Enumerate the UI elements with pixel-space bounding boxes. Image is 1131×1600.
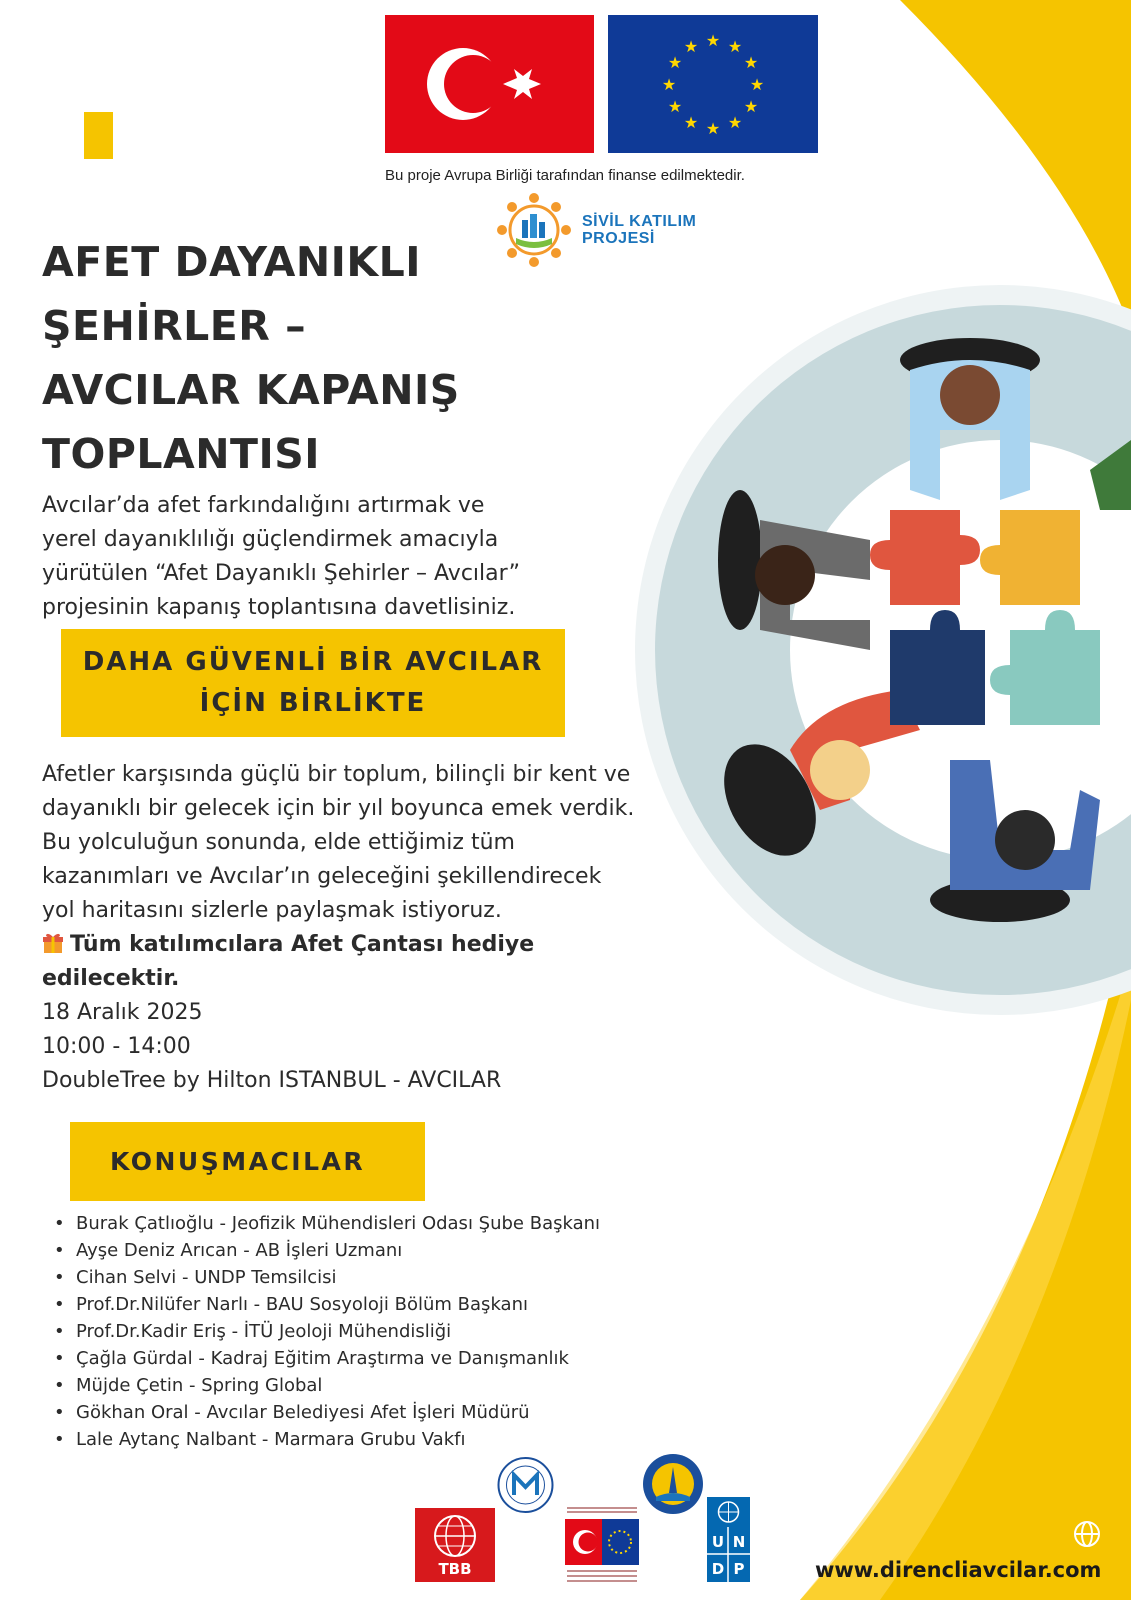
intro-line: yürütülen “Afet Dayanıklı Şehirler – Avcılar” bbox=[42, 561, 520, 586]
body-line: dayanıklı bir gelecek için bir yıl boyunca emek verdik. bbox=[42, 796, 635, 821]
body-line: yol haritasını sizlerle paylaşmak istiyoruz. bbox=[42, 898, 502, 923]
tbb-logo bbox=[415, 1508, 495, 1582]
page-title bbox=[42, 230, 562, 486]
event-time: 10:00 - 14:00 bbox=[42, 1034, 191, 1059]
svg-text:★: ★ bbox=[705, 119, 721, 138]
title-line: AVCILAR KAPANIŞ bbox=[42, 366, 460, 414]
body-paragraph bbox=[42, 758, 722, 1098]
svg-text:★: ★ bbox=[661, 75, 677, 94]
svg-text:★: ★ bbox=[743, 97, 759, 116]
svg-text:★: ★ bbox=[727, 113, 743, 132]
body-line: kazanımları ve Avcılar’ın geleceğini şekillendirecek bbox=[42, 864, 602, 889]
slogan-line: DAHA GÜVENLİ BİR AVCILAR bbox=[82, 647, 544, 677]
intro-line: Avcılar’da afet farkındalığını artırmak ve bbox=[42, 493, 485, 518]
svg-text:★: ★ bbox=[705, 31, 721, 50]
slogan-banner bbox=[61, 629, 565, 737]
intro-paragraph bbox=[42, 489, 622, 625]
svg-text:★: ★ bbox=[683, 113, 699, 132]
gift-note bbox=[42, 928, 722, 962]
undp-letter: N bbox=[732, 1533, 746, 1551]
list-item: • Prof.Dr.Kadir Eriş - İTÜ Jeoloji Mühendisliği bbox=[50, 1318, 690, 1345]
list-item: • Müjde Çetin - Spring Global bbox=[50, 1372, 690, 1399]
undp-letter: D bbox=[711, 1560, 725, 1578]
undp-emblem-icon bbox=[707, 1497, 750, 1582]
globe-icon bbox=[1065, 1512, 1109, 1556]
yellow-accent-mark bbox=[84, 112, 113, 159]
eu-affairs-directorate-logo bbox=[563, 1505, 641, 1585]
eu-flag-icon bbox=[608, 15, 818, 153]
intro-line: yerel dayanıklılığı güçlendirmek amacıyla bbox=[42, 527, 499, 552]
list-item: • Lale Aytanç Nalbant - Marmara Grubu Vakfı bbox=[50, 1426, 690, 1453]
eu-funding-caption: Bu proje Avrupa Birliği tarafından finanse edilmektedir. bbox=[385, 167, 745, 184]
list-item: • Ayşe Deniz Arıcan - AB İşleri Uzmanı bbox=[50, 1237, 690, 1264]
sivil-logo-line2: PROJESİ bbox=[582, 230, 655, 247]
list-item: • Gökhan Oral - Avcılar Belediyesi Afet İşleri Müdürü bbox=[50, 1399, 690, 1426]
event-date: 18 Aralık 2025 bbox=[42, 1000, 203, 1025]
list-item: • Cihan Selvi - UNDP Temsilcisi bbox=[50, 1264, 690, 1291]
marmara-emblem-icon bbox=[497, 1455, 554, 1515]
speakers-list bbox=[50, 1210, 690, 1453]
title-line: AFET DAYANIKLI bbox=[42, 238, 422, 286]
tr-eu-emblem-icon bbox=[563, 1505, 641, 1585]
undp-logo bbox=[707, 1497, 750, 1582]
globe-icon-graphic bbox=[1065, 1512, 1109, 1556]
eu-flag bbox=[608, 15, 818, 153]
svg-text:★: ★ bbox=[683, 37, 699, 56]
teamwork-puzzle-illustration bbox=[700, 330, 1131, 950]
turkey-flag bbox=[385, 15, 594, 153]
list-item: • Burak Çatlıoğlu - Jeofizik Mühendisleri Odası Şube Başkanı bbox=[50, 1210, 690, 1237]
speakers-heading: KONUŞMACILAR bbox=[70, 1122, 425, 1201]
svg-text:★: ★ bbox=[727, 37, 743, 56]
event-venue: DoubleTree by Hilton ISTANBUL - AVCILAR bbox=[42, 1068, 502, 1093]
svg-text:★: ★ bbox=[667, 97, 683, 116]
title-line: ŞEHİRLER – bbox=[42, 302, 307, 350]
svg-text:★: ★ bbox=[749, 75, 765, 94]
body-line: Bu yolculuğun sonunda, elde ettiğimiz tüm bbox=[42, 830, 515, 855]
gift-icon bbox=[42, 932, 64, 954]
body-line: Afetler karşısında güçlü bir toplum, bilinçli bir kent ve bbox=[42, 762, 631, 787]
title-line: TOPLANTISI bbox=[42, 430, 321, 478]
svg-text:★: ★ bbox=[667, 53, 683, 72]
tbb-label: TBB bbox=[438, 1560, 472, 1578]
turkey-flag-icon bbox=[385, 15, 594, 153]
avcilar-emblem-icon bbox=[642, 1453, 704, 1515]
marmara-group-logo bbox=[497, 1455, 554, 1515]
avcilar-municipality-logo bbox=[642, 1453, 704, 1515]
undp-letter: P bbox=[733, 1560, 745, 1578]
tbb-globe-icon bbox=[415, 1508, 495, 1582]
intro-line: projesinin kapanış toplantısına davetlisiniz. bbox=[42, 595, 516, 620]
gift-note-text: Tüm katılımcılara Afet Çantası hediye bbox=[70, 932, 535, 957]
undp-letter: U bbox=[711, 1533, 725, 1551]
list-item: • Çağla Gürdal - Kadraj Eğitim Araştırma ve Danışmanlık bbox=[50, 1345, 690, 1372]
svg-text:★: ★ bbox=[743, 53, 759, 72]
sivil-logo-line1: SİVİL KATILIM bbox=[582, 213, 697, 230]
website-link[interactable]: www.direncliavcilar.com bbox=[815, 1558, 1102, 1582]
slogan-line: İÇİN BİRLİKTE bbox=[199, 688, 427, 718]
list-item: • Prof.Dr.Nilüfer Narlı - BAU Sosyoloji Bölüm Başkanı bbox=[50, 1291, 690, 1318]
gift-note-continued: edilecektir. bbox=[42, 966, 180, 991]
